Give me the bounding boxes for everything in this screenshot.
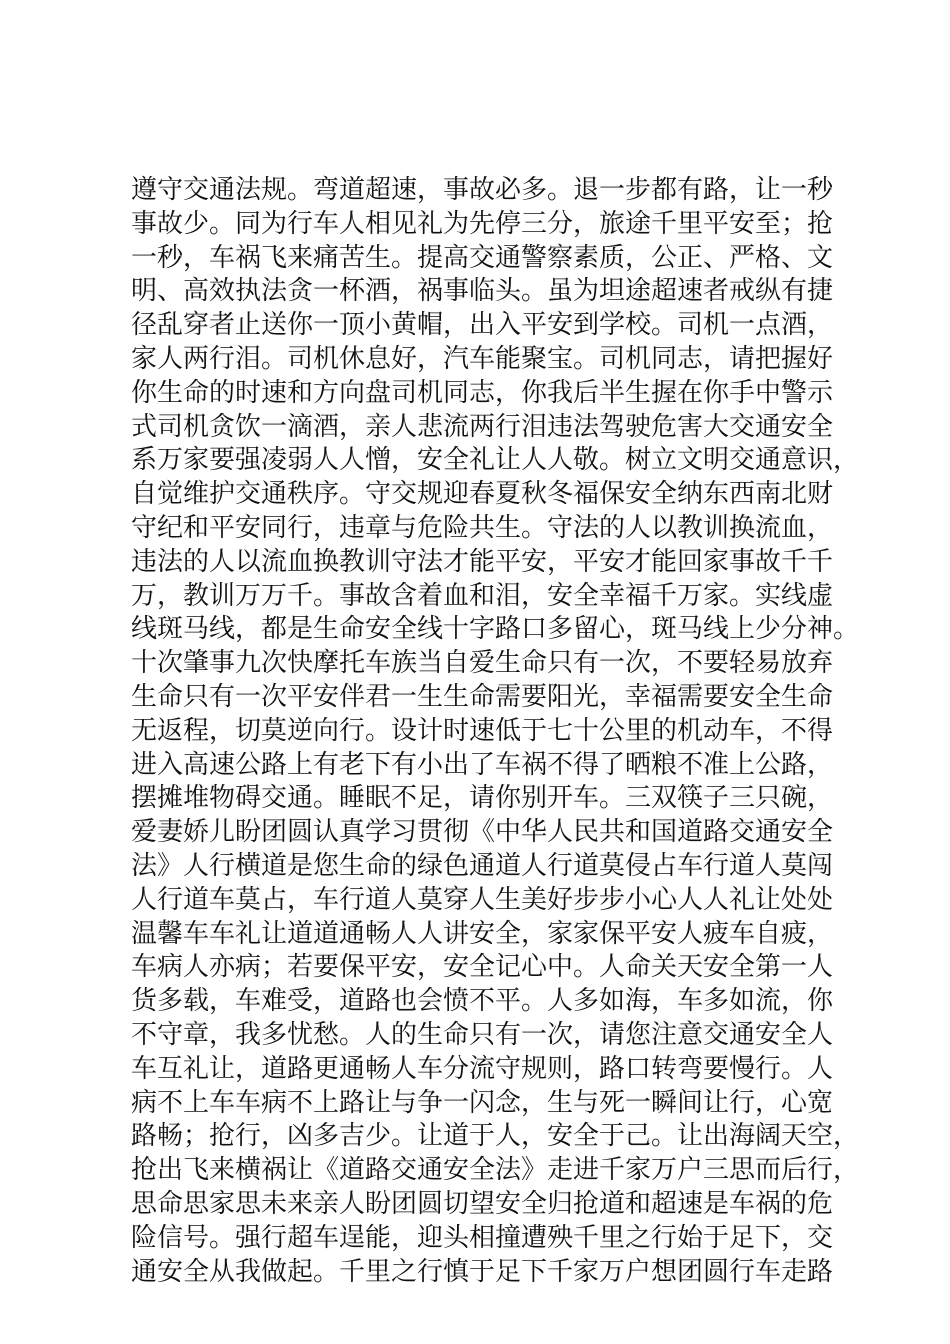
text-line: 径乱穿者止送你一顶小黄帽，出入平安到学校。司机一点酒， — [131, 310, 834, 341]
text-line: 明、高效执法贪一杯酒，祸事临头。虽为坦途超速者戒纵有捷 — [131, 276, 834, 307]
text-line: 守纪和平安同行，违章与危险共生。守法的人以教训换流血， — [131, 512, 834, 543]
text-line: 违法的人以流血换教训守法才能平安，平安才能回家事故千千 — [131, 546, 834, 577]
text-line: 法》人行横道是您生命的绿色通道人行道莫侵占车行道人莫闯 — [131, 850, 834, 881]
text-line: 家人两行泪。司机休息好，汽车能聚宝。司机同志，请把握好 — [131, 343, 834, 374]
text-line: 抢出飞来横祸让《道路交通安全法》走进千家万户三思而后行， — [131, 1155, 860, 1186]
text-line: 式司机贪饮一滴酒，亲人悲流两行泪违法驾驶危害大交通安全 — [131, 411, 834, 442]
text-line: 事故少。同为行车人相见礼为先停三分，旅途千里平安至；抢 — [131, 208, 834, 239]
text-line: 摆摊堆物碍交通。睡眠不足，请你别开车。三双筷子三只碗， — [131, 783, 834, 814]
text-line: 货多载，车难受，道路也会愤不平。人多如海，车多如流，你 — [131, 986, 834, 1017]
text-line: 路畅；抢行，凶多吉少。让道于人，安全于己。让出海阔天空， — [131, 1121, 860, 1152]
text-line: 生命只有一次平安伴君一生生命需要阳光，幸福需要安全生命 — [131, 681, 834, 712]
text-line: 遵守交通法规。弯道超速，事故必多。退一步都有路，让一秒 — [131, 175, 834, 205]
text-line: 万，教训万万千。事故含着血和泪，安全幸福千万家。实线虚 — [131, 580, 834, 611]
text-line: 自觉维护交通秩序。守交规迎春夏秋冬福保安全纳东西南北财 — [131, 479, 834, 510]
text-line: 你生命的时速和方向盘司机同志，你我后半生握在你手中警示 — [131, 377, 834, 408]
text-line: 十次肇事九次快摩托车族当自爱生命只有一次，不要轻易放弃 — [131, 648, 834, 679]
text-line: 爱妻娇儿盼团圆认真学习贯彻《中华人民共和国道路交通安全 — [131, 817, 834, 848]
text-line: 不守章，我多忧愁。人的生命只有一次，请您注意交通安全人 — [131, 1019, 834, 1050]
text-line: 病不上车车病不上路让与争一闪念，生与死一瞬间让行，心宽 — [131, 1087, 834, 1118]
body-text — [131, 174, 860, 1289]
text-line: 一秒，车祸飞来痛苦生。提高交通警察素质，公正、严格、文 — [131, 242, 834, 273]
text-line: 进入高速公路上有老下有小出了车祸不得了晒粮不准上公路， — [131, 749, 834, 780]
text-line: 车互礼让，道路更通畅人车分流守规则，路口转弯要慢行。人 — [131, 1053, 834, 1084]
text-line: 车病人亦病；若要保平安，安全记心中。人命关天安全第一人 — [131, 952, 834, 983]
text-line: 人行道车莫占，车行道人莫穿人生美好步步小心人人礼让处处 — [131, 884, 834, 915]
text-line: 线斑马线，都是生命安全线十字路口多留心，斑马线上少分神。 — [131, 614, 860, 645]
text-line: 思命思家思未来亲人盼团圆切望安全归抢道和超速是车祸的危 — [131, 1188, 834, 1219]
text-line: 险信号。强行超车逞能，迎头相撞遭殃千里之行始于足下，交 — [131, 1222, 834, 1253]
text-line: 无返程，切莫逆向行。设计时速低于七十公里的机动车，不得 — [131, 715, 834, 746]
text-line: 系万家要强凌弱人人憎，安全礼让人人敬。树立文明交通意识， — [131, 445, 860, 476]
text-line: 通安全从我做起。千里之行慎于足下千家万户想团圆行车走路 — [131, 1256, 834, 1287]
text-line: 温馨车车礼让道道通畅人人讲安全，家家保平安人疲车自疲， — [131, 918, 834, 949]
